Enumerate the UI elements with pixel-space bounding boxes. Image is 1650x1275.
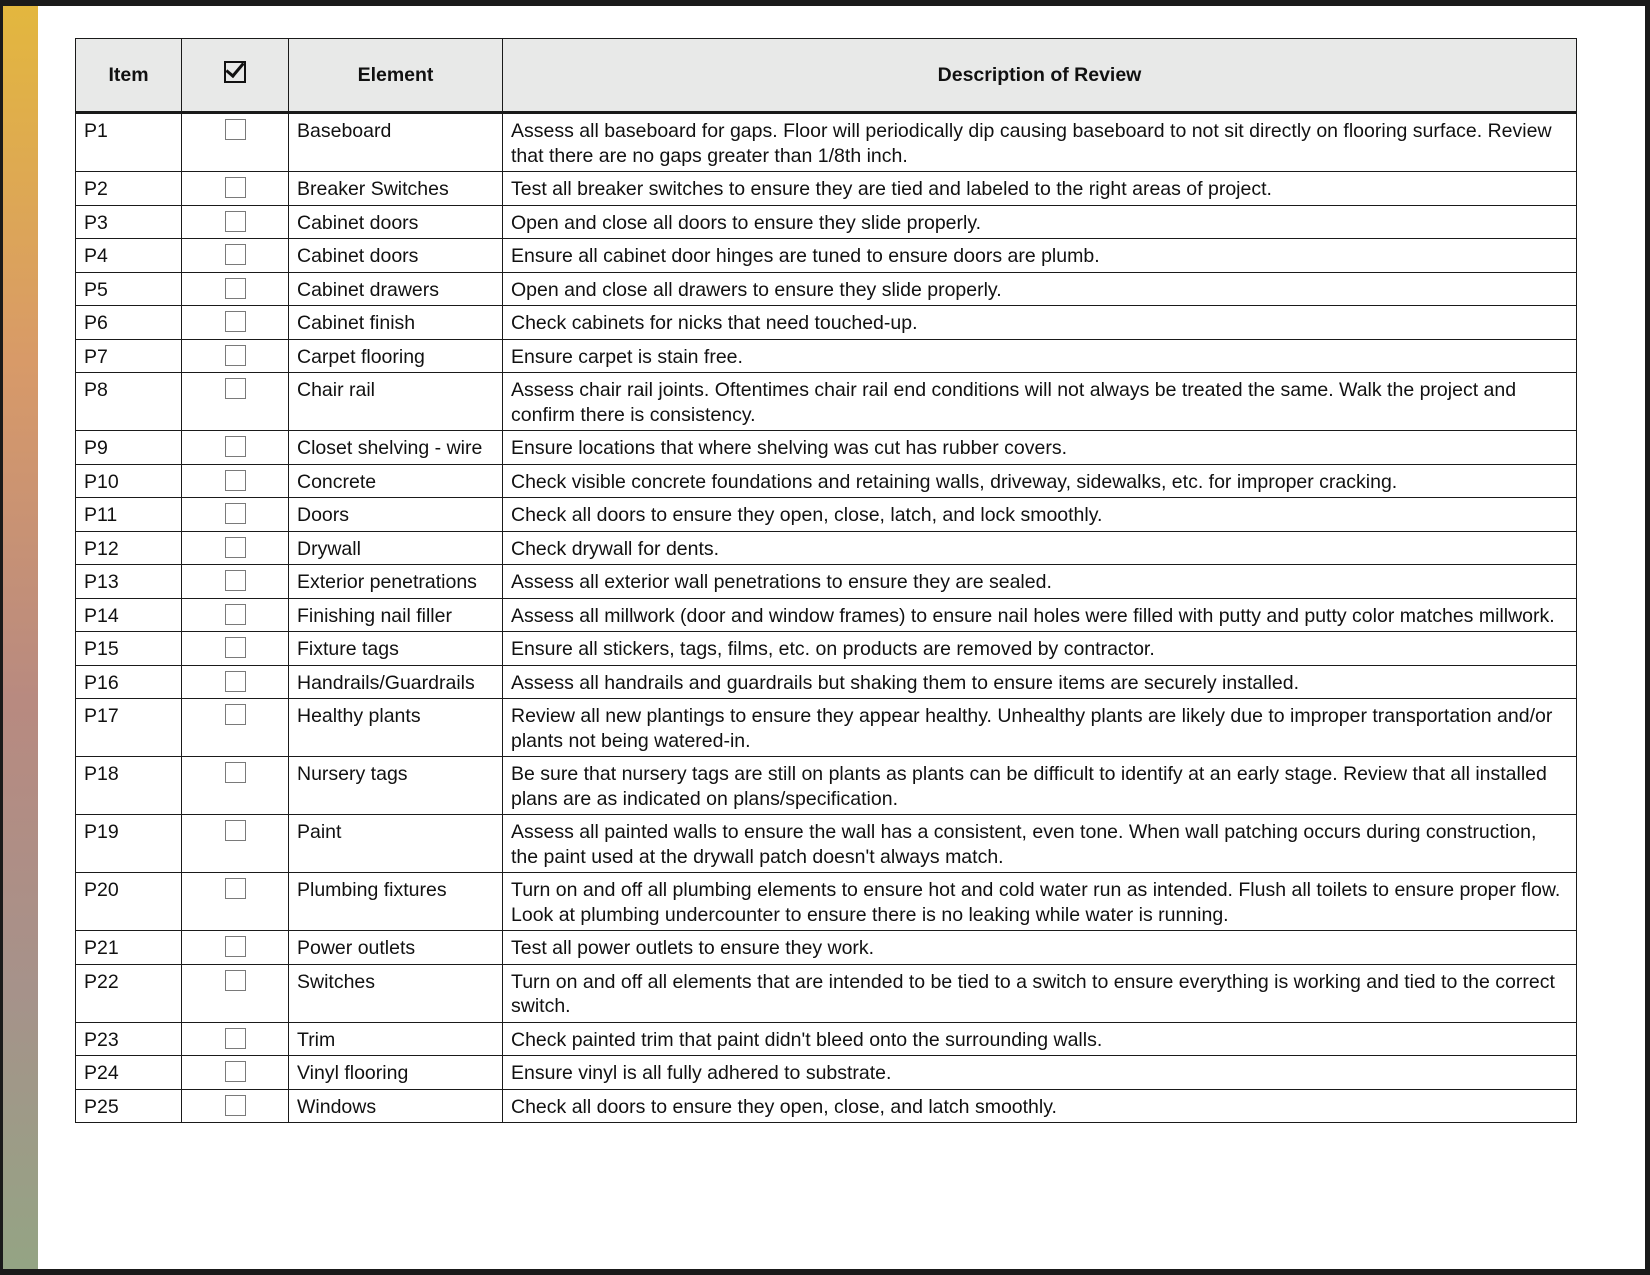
column-header-description: Description of Review	[503, 39, 1577, 113]
row-checkbox-cell	[182, 757, 289, 815]
row-description: Turn on and off all elements that are intended to be tied to a switch to ensure everything is working and tied to the correct switch.	[503, 964, 1577, 1022]
table-row	[76, 699, 1577, 757]
row-checkbox[interactable]	[225, 970, 246, 991]
table-row	[76, 964, 1577, 1022]
row-element: Vinyl flooring	[289, 1056, 503, 1090]
row-description: Review all new plantings to ensure they appear healthy. Unhealthy plants are likely due to improper transportation and/or plants not being watered-in.	[503, 699, 1577, 757]
row-element: Carpet flooring	[289, 339, 503, 373]
table-row	[76, 531, 1577, 565]
row-checkbox-cell	[182, 598, 289, 632]
row-checkbox-cell	[182, 964, 289, 1022]
row-checkbox[interactable]	[225, 936, 246, 957]
row-checkbox[interactable]	[225, 878, 246, 899]
row-item-id: P21	[76, 931, 182, 965]
row-item-id: P1	[76, 113, 182, 172]
row-element: Drywall	[289, 531, 503, 565]
row-description: Open and close all doors to ensure they slide properly.	[503, 205, 1577, 239]
row-checkbox[interactable]	[225, 119, 246, 140]
table-row	[76, 873, 1577, 931]
table-header-row	[76, 39, 1577, 113]
row-element: Cabinet drawers	[289, 272, 503, 306]
row-checkbox-cell	[182, 339, 289, 373]
row-item-id: P11	[76, 498, 182, 532]
row-checkbox-cell	[182, 205, 289, 239]
row-element: Chair rail	[289, 373, 503, 431]
table-row	[76, 1056, 1577, 1090]
table-row	[76, 306, 1577, 340]
row-description: Assess all baseboard for gaps. Floor will periodically dip causing baseboard to not sit directly on flooring surface. Review that there are no gaps greater than 1/8th inch.	[503, 113, 1577, 172]
row-description: Open and close all drawers to ensure they slide properly.	[503, 272, 1577, 306]
row-item-id: P17	[76, 699, 182, 757]
row-description: Test all power outlets to ensure they work.	[503, 931, 1577, 965]
row-item-id: P14	[76, 598, 182, 632]
row-checkbox-cell	[182, 498, 289, 532]
row-description: Check all doors to ensure they open, close, latch, and lock smoothly.	[503, 498, 1577, 532]
table-row	[76, 373, 1577, 431]
row-element: Healthy plants	[289, 699, 503, 757]
row-checkbox[interactable]	[225, 1095, 246, 1116]
row-item-id: P3	[76, 205, 182, 239]
row-checkbox[interactable]	[225, 378, 246, 399]
row-element: Windows	[289, 1089, 503, 1123]
row-checkbox[interactable]	[225, 211, 246, 232]
row-element: Closet shelving - wire	[289, 431, 503, 465]
row-checkbox-cell	[182, 1022, 289, 1056]
row-item-id: P24	[76, 1056, 182, 1090]
row-item-id: P16	[76, 665, 182, 699]
checklist-page	[3, 6, 1645, 1269]
row-item-id: P7	[76, 339, 182, 373]
row-item-id: P6	[76, 306, 182, 340]
row-element: Nursery tags	[289, 757, 503, 815]
punch-list-table	[75, 38, 1577, 1123]
row-element: Cabinet doors	[289, 205, 503, 239]
table-row	[76, 272, 1577, 306]
row-description: Check all doors to ensure they open, close, and latch smoothly.	[503, 1089, 1577, 1123]
row-description: Ensure locations that where shelving was cut has rubber covers.	[503, 431, 1577, 465]
row-element: Breaker Switches	[289, 172, 503, 206]
row-checkbox[interactable]	[225, 1061, 246, 1082]
row-checkbox[interactable]	[225, 637, 246, 658]
column-header-check	[182, 39, 289, 113]
row-checkbox-cell	[182, 431, 289, 465]
row-checkbox[interactable]	[225, 604, 246, 625]
row-checkbox[interactable]	[225, 671, 246, 692]
row-description: Assess all millwork (door and window frames) to ensure nail holes were filled with putty and putty color matches millwork.	[503, 598, 1577, 632]
row-item-id: P4	[76, 239, 182, 273]
row-checkbox-cell	[182, 665, 289, 699]
column-header-item: Item	[76, 39, 182, 113]
row-checkbox[interactable]	[225, 345, 246, 366]
table-row	[76, 205, 1577, 239]
row-checkbox[interactable]	[225, 1028, 246, 1049]
row-checkbox-cell	[182, 113, 289, 172]
row-description: Assess chair rail joints. Oftentimes chair rail end conditions will not always be treated the same. Walk the project and confirm there is consistency.	[503, 373, 1577, 431]
row-checkbox[interactable]	[225, 311, 246, 332]
row-element: Paint	[289, 815, 503, 873]
row-element: Plumbing fixtures	[289, 873, 503, 931]
row-checkbox[interactable]	[225, 503, 246, 524]
row-checkbox-cell	[182, 172, 289, 206]
row-checkbox-cell	[182, 531, 289, 565]
row-description: Check cabinets for nicks that need touched-up.	[503, 306, 1577, 340]
row-checkbox-cell	[182, 873, 289, 931]
row-description: Assess all handrails and guardrails but shaking them to ensure items are securely installed.	[503, 665, 1577, 699]
row-description: Assess all exterior wall penetrations to ensure they are sealed.	[503, 565, 1577, 599]
row-description: Ensure carpet is stain free.	[503, 339, 1577, 373]
row-description: Be sure that nursery tags are still on plants as plants can be difficult to identify at an early stage. Review that all installed plans are as indicated on plans/specification.	[503, 757, 1577, 815]
row-checkbox[interactable]	[225, 177, 246, 198]
row-checkbox-cell	[182, 1056, 289, 1090]
row-item-id: P20	[76, 873, 182, 931]
row-description: Check visible concrete foundations and retaining walls, driveway, sidewalks, etc. for improper cracking.	[503, 464, 1577, 498]
table-row	[76, 498, 1577, 532]
row-description: Ensure all cabinet door hinges are tuned to ensure doors are plumb.	[503, 239, 1577, 273]
row-element: Baseboard	[289, 113, 503, 172]
row-checkbox[interactable]	[225, 537, 246, 558]
row-element: Cabinet finish	[289, 306, 503, 340]
row-item-id: P2	[76, 172, 182, 206]
table-row	[76, 598, 1577, 632]
row-checkbox[interactable]	[225, 704, 246, 725]
row-item-id: P9	[76, 431, 182, 465]
table-body	[76, 113, 1577, 1123]
row-checkbox-cell	[182, 373, 289, 431]
row-element: Handrails/Guardrails	[289, 665, 503, 699]
row-element: Exterior penetrations	[289, 565, 503, 599]
row-checkbox[interactable]	[225, 278, 246, 299]
checkmark-icon	[224, 61, 246, 83]
table-row	[76, 931, 1577, 965]
table-row	[76, 339, 1577, 373]
row-checkbox-cell	[182, 632, 289, 666]
table-row	[76, 565, 1577, 599]
row-element: Cabinet doors	[289, 239, 503, 273]
row-item-id: P12	[76, 531, 182, 565]
row-element: Finishing nail filler	[289, 598, 503, 632]
table-row	[76, 431, 1577, 465]
table-row	[76, 815, 1577, 873]
row-description: Ensure vinyl is all fully adhered to substrate.	[503, 1056, 1577, 1090]
row-checkbox-cell	[182, 1089, 289, 1123]
row-element: Fixture tags	[289, 632, 503, 666]
row-checkbox[interactable]	[225, 470, 246, 491]
row-item-id: P15	[76, 632, 182, 666]
row-checkbox[interactable]	[225, 436, 246, 457]
row-checkbox[interactable]	[225, 762, 246, 783]
row-checkbox-cell	[182, 239, 289, 273]
table-row	[76, 172, 1577, 206]
row-item-id: P10	[76, 464, 182, 498]
table-row	[76, 113, 1577, 172]
row-description: Test all breaker switches to ensure they are tied and labeled to the right areas of project.	[503, 172, 1577, 206]
row-description: Check drywall for dents.	[503, 531, 1577, 565]
decorative-side-bar	[3, 6, 38, 1269]
row-item-id: P5	[76, 272, 182, 306]
row-item-id: P13	[76, 565, 182, 599]
row-element: Power outlets	[289, 931, 503, 965]
row-description: Ensure all stickers, tags, films, etc. on products are removed by contractor.	[503, 632, 1577, 666]
row-element: Switches	[289, 964, 503, 1022]
row-checkbox-cell	[182, 464, 289, 498]
row-checkbox[interactable]	[225, 820, 246, 841]
row-checkbox[interactable]	[225, 570, 246, 591]
row-element: Trim	[289, 1022, 503, 1056]
column-header-element: Element	[289, 39, 503, 113]
row-description: Check painted trim that paint didn't bleed onto the surrounding walls.	[503, 1022, 1577, 1056]
row-checkbox-cell	[182, 931, 289, 965]
table-row	[76, 632, 1577, 666]
row-checkbox-cell	[182, 565, 289, 599]
row-item-id: P19	[76, 815, 182, 873]
row-checkbox-cell	[182, 306, 289, 340]
row-checkbox[interactable]	[225, 244, 246, 265]
table-row	[76, 665, 1577, 699]
row-description: Turn on and off all plumbing elements to ensure hot and cold water run as intended. Flush all toilets to ensure proper flow. Look at plumbing undercounter to ensure there is no leaking while water is running.	[503, 873, 1577, 931]
row-element: Doors	[289, 498, 503, 532]
table-row	[76, 464, 1577, 498]
table-row	[76, 239, 1577, 273]
row-item-id: P22	[76, 964, 182, 1022]
row-item-id: P25	[76, 1089, 182, 1123]
row-element: Concrete	[289, 464, 503, 498]
table-row	[76, 757, 1577, 815]
row-checkbox-cell	[182, 272, 289, 306]
table-row	[76, 1022, 1577, 1056]
row-checkbox-cell	[182, 699, 289, 757]
table-row	[76, 1089, 1577, 1123]
row-description: Assess all painted walls to ensure the wall has a consistent, even tone. When wall patching occurs during construction, the paint used at the drywall patch doesn't always match.	[503, 815, 1577, 873]
row-item-id: P23	[76, 1022, 182, 1056]
row-checkbox-cell	[182, 815, 289, 873]
row-item-id: P18	[76, 757, 182, 815]
row-item-id: P8	[76, 373, 182, 431]
